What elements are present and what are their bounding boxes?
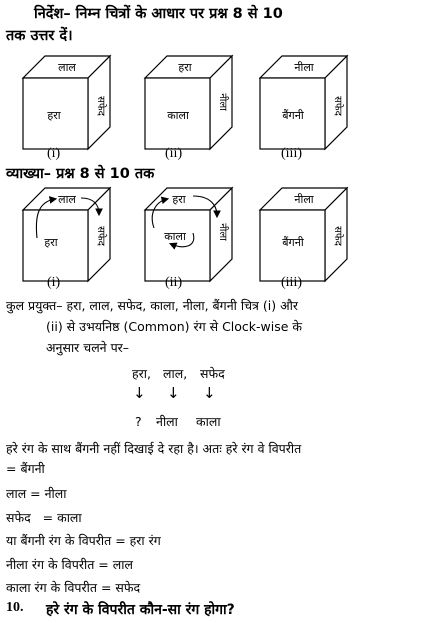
down-arrow-icon: ↓ (133, 384, 146, 402)
cube-3-caption: (iii) (281, 146, 302, 161)
cube-r2-1-front-label: हरा (44, 236, 58, 249)
cube-2-caption: (ii) (165, 146, 183, 161)
cube-figure-row-1 (0, 48, 432, 163)
mapping-item-1: हरा, (132, 366, 151, 381)
cube-r2-1-top-label: लाल (58, 193, 76, 206)
conclusion-line-1: हरे रंग के साथ बैंगनी नहीं दिखाई दे रहा है। अतः हरे रंग वे विपरीत (6, 441, 302, 456)
pair-line: काला रंग के विपरीत = सफेद (6, 580, 141, 595)
cube-r2-2-front-label: काला (164, 230, 186, 243)
cube-2-top-label: हरा (178, 61, 192, 74)
pair-line: लाल = नीला (6, 486, 67, 501)
header-line-2: तक उत्तर दें। (6, 28, 73, 44)
cube-1-i (23, 56, 110, 149)
cube-1-caption: (i) (47, 146, 61, 161)
cube-r2-2-side-label: नीला (217, 223, 228, 241)
mapping-result-2: नीला (156, 414, 178, 429)
cube-2-front-label: काला (167, 109, 189, 122)
cube-3-side-label: सफेद (332, 96, 343, 116)
cube-2-side-label: नीला (217, 93, 228, 111)
cube-r2-3-top-label: नीला (294, 193, 314, 206)
cube-r2-3-front-label: बैंगनी (282, 236, 304, 249)
mapping-result-1: ? (135, 414, 142, 429)
paragraph-line-3: अनुसार चलने पर– (46, 340, 130, 355)
paragraph-line-2: (ii) से उभयनिष्ठ (Common) रंग से Clock-wise के (46, 319, 303, 334)
cube-r2-1-side-label: सफेद (95, 226, 106, 246)
cube-2-iii (260, 188, 347, 281)
question-text: हरे रंग के विपरीत कौन-सा रंग होगा? (46, 602, 235, 618)
cube-2-ii (145, 188, 232, 281)
paragraph-line-1: कुल प्रयुक्त– हरा, लाल, सफेद, काला, नीला, बैंगनी चित्र (i) और (6, 298, 299, 313)
down-arrow-icon: ↓ (203, 384, 216, 402)
cube-1-front-label: हरा (47, 109, 61, 122)
cube-2-i (23, 188, 110, 281)
cube-1-top-label: लाल (58, 61, 76, 74)
cube-1-side-label: सफेद (95, 96, 106, 116)
cube-r2-3-caption: (iii) (281, 275, 302, 290)
cube-3-front-label: बैंगनी (282, 109, 304, 122)
pair-line: नीला रंग के विपरीत = लाल (6, 557, 133, 572)
mapping-item-3: सफेद (200, 366, 225, 381)
down-arrow-icon: ↓ (167, 384, 180, 402)
cube-3-top-label: नीला (294, 61, 314, 74)
cube-1-iii (260, 56, 347, 149)
explanation-heading: व्याख्या– प्रश्न 8 से 10 तक (6, 166, 155, 182)
cube-r2-2-top-label: हरा (172, 193, 186, 206)
cube-r2-3-side-label: सफेद (332, 226, 343, 246)
pair-line: या बैंगनी रंग के विपरीत = हरा रंग (6, 533, 161, 548)
cube-r2-1-caption: (i) (47, 275, 61, 290)
question-number: 10. (6, 600, 24, 615)
cube-r2-2-caption: (ii) (165, 275, 183, 290)
header-line-1: निर्देश– निम्न चित्रों के आधार पर प्रश्न 8 से 10 (34, 6, 283, 22)
cube-1-ii (145, 56, 232, 149)
mapping-item-2: लाल, (163, 366, 188, 381)
mapping-result-3: काला (196, 414, 221, 429)
pair-line: सफेद = काला (6, 510, 82, 525)
cube-figure-row-2 (0, 183, 432, 295)
conclusion-line-2: = बैंगनी (6, 461, 45, 476)
